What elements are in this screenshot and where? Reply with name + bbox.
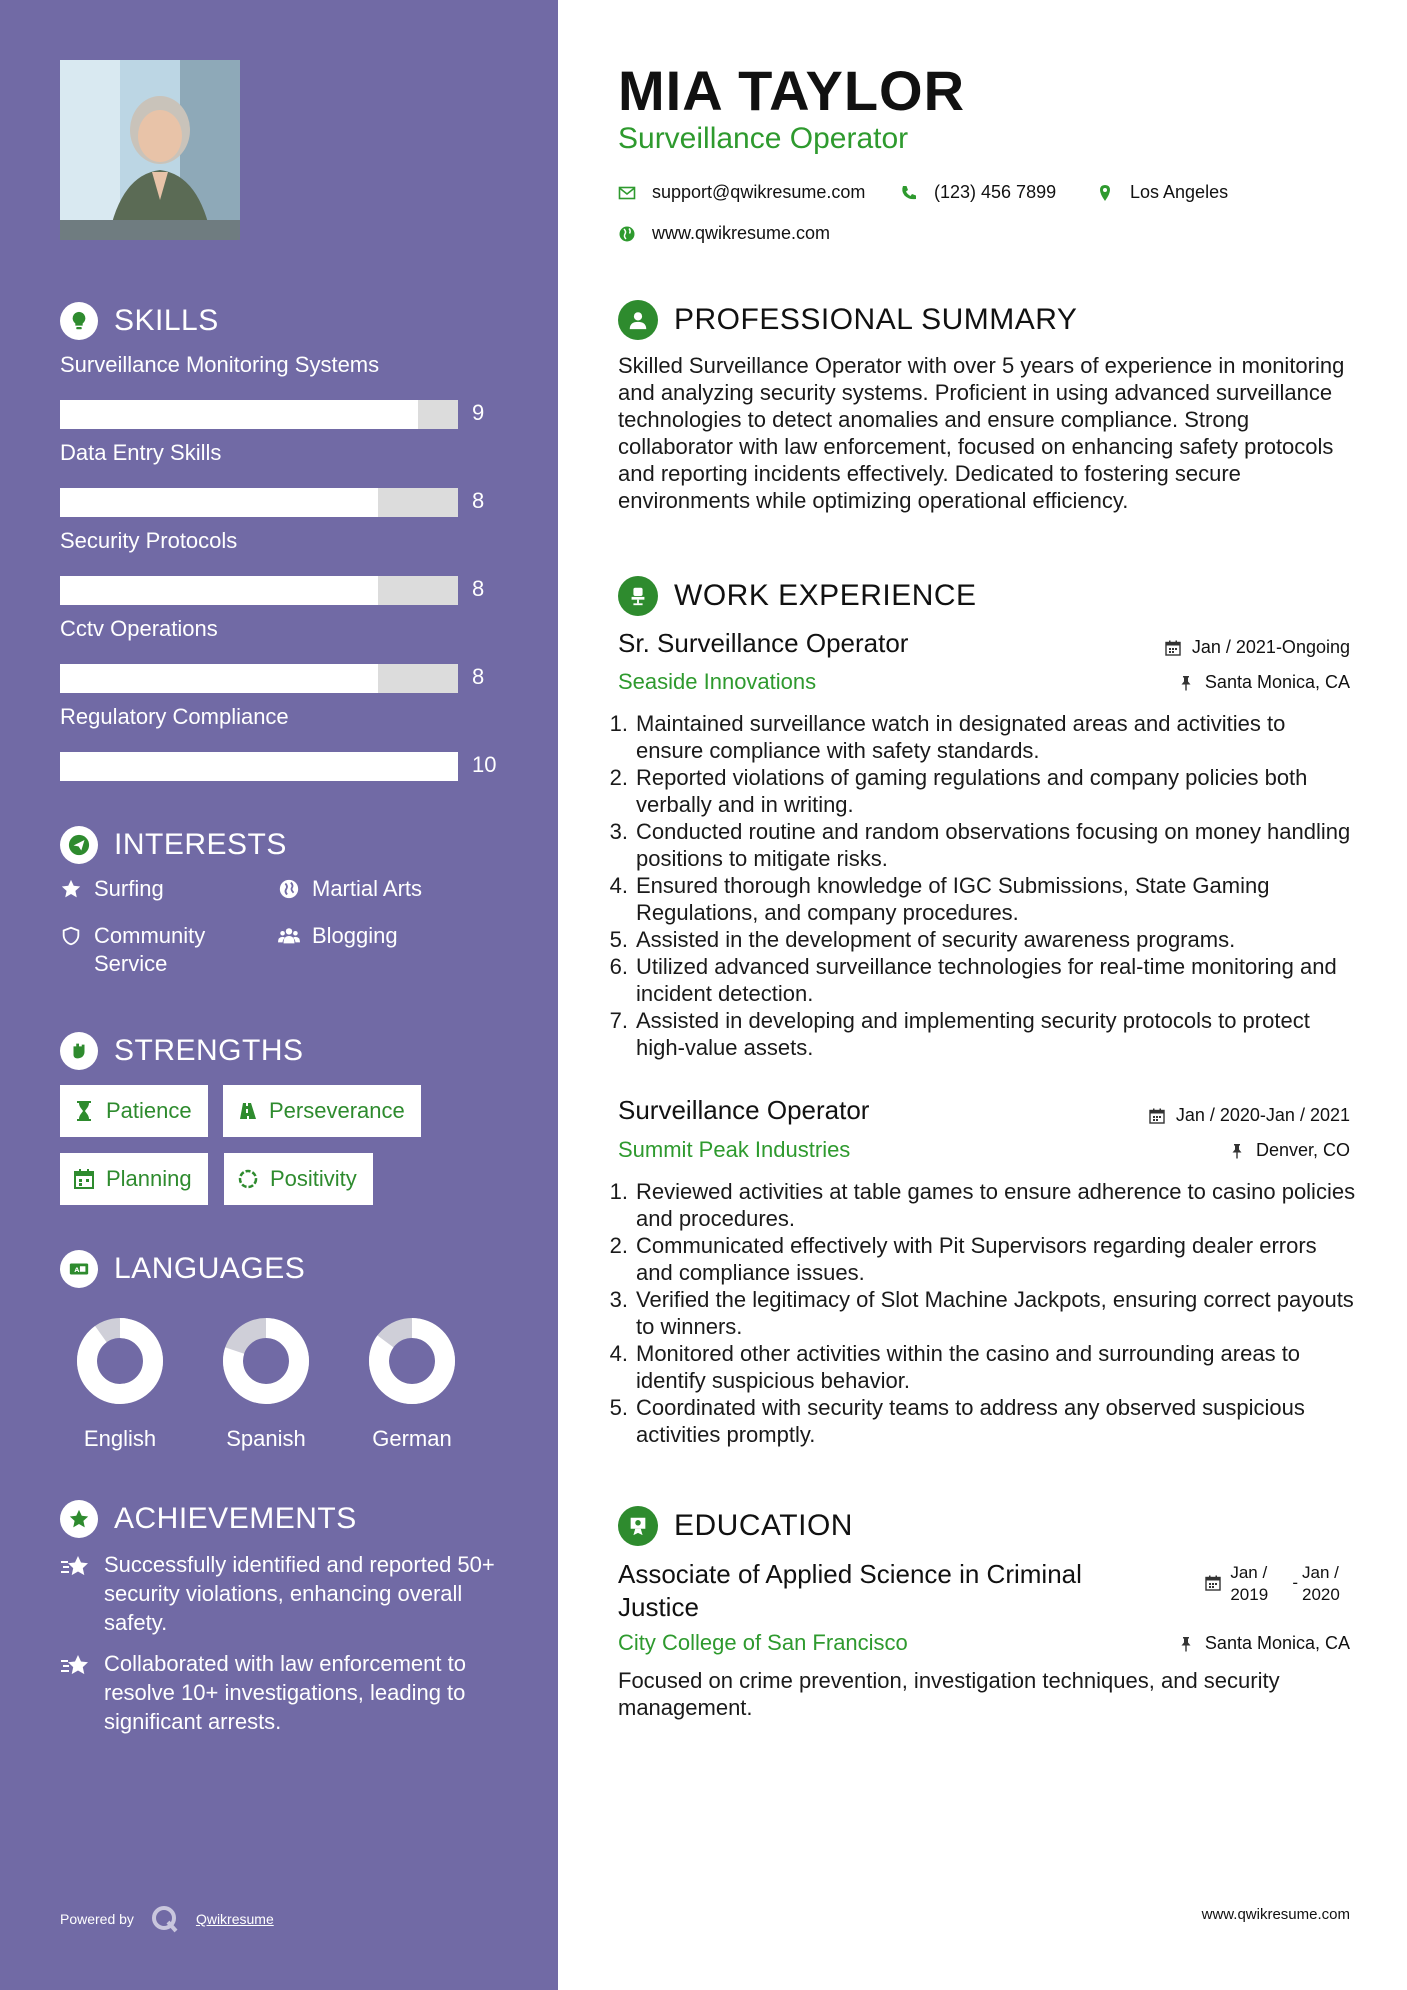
star-burst-icon bbox=[60, 1552, 92, 1584]
education-end: Jan / 2020 bbox=[1302, 1563, 1340, 1604]
candidate-name: MIA TAYLOR bbox=[618, 59, 966, 122]
skill-item bbox=[60, 440, 500, 513]
language-level-ring bbox=[75, 1316, 165, 1406]
globe-icon bbox=[618, 225, 636, 243]
contact-website[interactable]: www.qwikresume.com bbox=[618, 223, 830, 244]
list-item: 4. Monitored other activities within the casino and surrounding areas to identify suspicious behavior. bbox=[609, 1341, 1301, 1393]
skill-bar-fill bbox=[60, 400, 418, 429]
language-label: German bbox=[372, 1426, 452, 1451]
list-item: 4. Ensured thorough knowledge of IGC Submissions, State Gaming Regulations, and company procedures. bbox=[609, 873, 1270, 925]
footer-url[interactable]: www.qwikresume.com bbox=[1201, 1906, 1350, 1923]
skills-heading-text: SKILLS bbox=[114, 304, 219, 337]
language-item bbox=[216, 1316, 316, 1452]
skill-score: 8 bbox=[472, 664, 485, 689]
skill-bar-track bbox=[60, 400, 458, 429]
education-heading: EDUCATION bbox=[618, 1506, 853, 1546]
globe-icon bbox=[278, 878, 300, 900]
contact-phone[interactable]: (123) 456 7899 bbox=[900, 182, 1056, 203]
interest-item: Blogging bbox=[278, 922, 398, 950]
paper-plane-icon bbox=[60, 826, 98, 864]
skill-item bbox=[60, 616, 500, 689]
skill-label: Data Entry Skills bbox=[60, 440, 222, 465]
strengths-heading bbox=[60, 1032, 304, 1070]
strength-badge: Patience bbox=[60, 1085, 208, 1137]
thumbtack-icon bbox=[1177, 674, 1195, 692]
interests-heading-text: INTERESTS bbox=[114, 828, 287, 861]
graduation-icon bbox=[618, 1506, 658, 1546]
qwikresume-logo-icon bbox=[150, 1904, 180, 1934]
briefcase-chair-icon bbox=[618, 576, 658, 616]
thumbtack-icon bbox=[1177, 1635, 1195, 1653]
interest-item: Martial Arts bbox=[278, 875, 422, 903]
strength-badge: Positivity bbox=[224, 1153, 373, 1205]
calendar-icon bbox=[1164, 639, 1182, 657]
skill-item bbox=[60, 352, 500, 425]
qwikresume-link[interactable]: Qwikresume bbox=[195, 1911, 274, 1927]
languages-heading bbox=[60, 1250, 305, 1288]
job-location: Santa Monica, CA bbox=[1177, 672, 1350, 693]
list-item: 3. Conducted routine and random observations focusing on money handling positions to mitigate risks. bbox=[609, 819, 1351, 871]
strength-badge: Perseverance bbox=[223, 1085, 421, 1137]
list-item: 2. Reported violations of gaming regulations and company policies both verbally and in writing. bbox=[609, 765, 1308, 817]
language-level-ring bbox=[367, 1316, 457, 1406]
achievement-item: Successfully identified and reported 50+ security violations, enhancing overall safety. bbox=[60, 1550, 510, 1637]
skill-item bbox=[60, 528, 500, 601]
language-ring-fill bbox=[87, 1328, 153, 1394]
skill-bar-track bbox=[60, 488, 458, 517]
achievements-heading bbox=[60, 1500, 357, 1538]
fist-icon bbox=[60, 1032, 98, 1070]
skill-bar-track bbox=[60, 752, 458, 781]
envelope-icon bbox=[618, 184, 636, 202]
job-dates: Jan / 2021-Ongoing bbox=[1164, 637, 1350, 658]
summary-text: Skilled Surveillance Operator with over 5 years of experience in monitoring and analyzing security systems. Proficient in using advanced surveillance technologies to detect anomalies and ensure compliance. Strong collaborator with law enforcement, focused on enhancing safety protocols and reporting incidents effectively. Dedicated to fostering secure environments while optimizing operational efficiency. bbox=[618, 353, 1345, 513]
road-icon bbox=[235, 1099, 259, 1123]
shield-icon bbox=[60, 925, 82, 947]
job-title: Surveillance Operator bbox=[618, 1095, 870, 1125]
skill-score: 8 bbox=[472, 488, 485, 513]
calendar-icon bbox=[72, 1167, 96, 1191]
experience-heading: WORK EXPERIENCE bbox=[618, 576, 977, 616]
list-item: 5. Coordinated with security teams to address any observed suspicious activities promptly. bbox=[609, 1395, 1305, 1447]
skills-heading bbox=[60, 302, 219, 340]
job-location: Denver, CO bbox=[1228, 1140, 1350, 1161]
sidebar bbox=[0, 0, 558, 1990]
profile-photo bbox=[60, 60, 240, 240]
list-item: 7. Assisted in developing and implementing security protocols to protect high-value assets. bbox=[609, 1008, 1310, 1060]
list-item: 1. Maintained surveillance watch in designated areas and activities to ensure compliance with safety standards. bbox=[609, 711, 1286, 763]
list-item: 2. Communicated effectively with Pit Supervisors regarding dealer errors and compliance issues. bbox=[609, 1233, 1317, 1285]
skill-score: 8 bbox=[472, 576, 485, 601]
job-responsibilities bbox=[609, 1178, 1358, 1448]
thumbtack-icon bbox=[1228, 1142, 1246, 1160]
list-item: 3. Verified the legitimacy of Slot Machine Jackpots, ensuring correct payouts to winners. bbox=[609, 1287, 1354, 1339]
skill-label: Security Protocols bbox=[60, 528, 238, 553]
achievement-item: Collaborated with law enforcement to resolve 10+ investigations, leading to significant arrests. bbox=[60, 1649, 510, 1736]
interest-item: Surfing bbox=[60, 875, 164, 903]
skill-score: 10 bbox=[472, 752, 497, 777]
users-icon bbox=[278, 925, 300, 947]
education-dates: Jan / 2019 - Jan / 2020 bbox=[1204, 1562, 1350, 1606]
strengths-heading-text: STRENGTHS bbox=[114, 1034, 304, 1067]
skill-label: Surveillance Monitoring Systems bbox=[60, 352, 380, 377]
achievements-heading-text: ACHIEVEMENTS bbox=[114, 1502, 357, 1535]
interests-heading bbox=[60, 826, 287, 864]
hourglass-icon bbox=[72, 1099, 96, 1123]
skill-bar-fill bbox=[60, 576, 378, 605]
circle-notch-icon bbox=[236, 1167, 260, 1191]
list-item: 5. Assisted in the development of security awareness programs. bbox=[609, 927, 1236, 952]
contact-email[interactable]: support@qwikresume.com bbox=[618, 182, 865, 203]
main-content bbox=[558, 0, 1407, 1990]
education-degree: Associate of Applied Science in Criminal Justice bbox=[618, 1559, 1082, 1622]
skill-label: Cctv Operations bbox=[60, 616, 218, 641]
list-item: 1. Reviewed activities at table games to ensure adherence to casino policies and procedures. bbox=[609, 1179, 1356, 1231]
star-icon bbox=[60, 878, 82, 900]
user-icon bbox=[618, 300, 658, 340]
education-location: Santa Monica, CA bbox=[1177, 1633, 1350, 1654]
lightbulb-icon bbox=[60, 302, 98, 340]
summary-heading: PROFESSIONAL SUMMARY bbox=[618, 300, 1077, 340]
calendar-icon bbox=[1204, 1574, 1222, 1592]
job-title: Sr. Surveillance Operator bbox=[618, 628, 909, 658]
phone-icon bbox=[900, 184, 918, 202]
map-marker-icon bbox=[1096, 184, 1114, 202]
language-icon bbox=[60, 1250, 98, 1288]
skill-label: Regulatory Compliance bbox=[60, 704, 289, 729]
language-item bbox=[70, 1316, 170, 1452]
job-responsibilities bbox=[609, 710, 1358, 1061]
skill-score: 9 bbox=[472, 400, 485, 425]
skill-item bbox=[60, 704, 500, 777]
job-company: Summit Peak Industries bbox=[618, 1137, 851, 1162]
profile-photo-illustration bbox=[60, 60, 240, 240]
language-item bbox=[362, 1316, 462, 1452]
star-burst-icon bbox=[60, 1651, 92, 1683]
language-label: Spanish bbox=[226, 1426, 306, 1451]
calendar-icon bbox=[1148, 1107, 1166, 1125]
language-label: English bbox=[83, 1426, 157, 1451]
powered-by: Powered by Qwikresume bbox=[60, 1904, 274, 1934]
list-item: 6. Utilized advanced surveillance technologies for real-time monitoring and incident detection. bbox=[609, 954, 1337, 1006]
job-dates: Jan / 2020-Jan / 2021 bbox=[1148, 1105, 1350, 1126]
strength-badge: Planning bbox=[60, 1153, 208, 1205]
svg-text:A: A bbox=[74, 1266, 80, 1275]
skill-bar-fill bbox=[60, 752, 458, 781]
education-description: Focused on crime prevention, investigation techniques, and security management. bbox=[618, 1668, 1280, 1720]
interest-item: Community Service bbox=[60, 922, 240, 978]
languages-heading-text: LANGUAGES bbox=[114, 1252, 306, 1285]
skill-bar-fill bbox=[60, 664, 378, 693]
language-level-ring bbox=[221, 1316, 311, 1406]
education-start: Jan / 2019 bbox=[1230, 1563, 1269, 1604]
skill-bar-track bbox=[60, 576, 458, 605]
candidate-title: Surveillance Operator bbox=[618, 122, 909, 155]
job-company: Seaside Innovations bbox=[618, 669, 817, 694]
contact-location: Los Angeles bbox=[1096, 182, 1228, 203]
award-star-icon bbox=[60, 1500, 98, 1538]
skill-bar-fill bbox=[60, 488, 378, 517]
skill-bar-track bbox=[60, 664, 458, 693]
education-school: City College of San Francisco bbox=[618, 1630, 908, 1655]
